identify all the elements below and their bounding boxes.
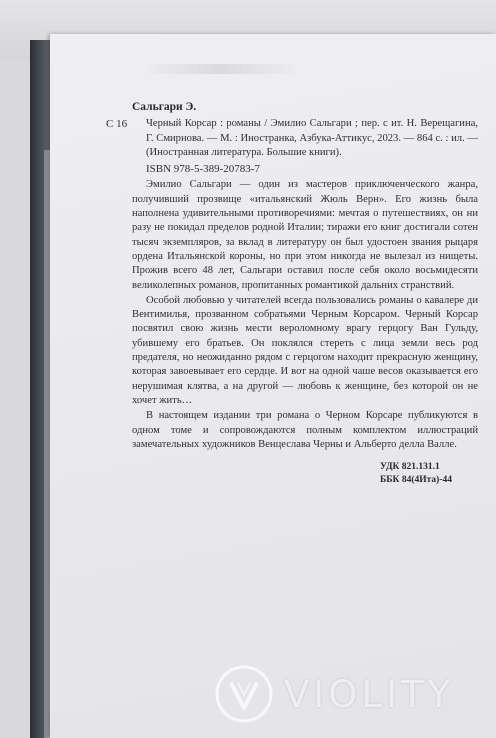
watermark bbox=[214, 664, 484, 724]
annotation-paragraph: Особой любовью у читателей всегда пользовались романы о кавалере ди Вентимилья, прозванном собратьями Черным Корсаром. Черный Корсар посвятил свою жизнь мести вероломному врагу герцогу Ван Гульду, убившему его братьев. Он поклялся стереть с лица земли весь род предателя, но неожиданно рядом с герцогом находит прекрасную женщину, которая завоевывает его сердце. И вот на одной чаше весов оказывается его нерушимая клятва, а на другой — любовь к женщине, без которой он не хочет жить… bbox=[132, 294, 478, 406]
bibliographic-entry bbox=[106, 117, 478, 160]
annotation-paragraph: В настоящем издании три романа о Черном Корсаре публикуются в одном томе и сопровождаются полным комплектом иллюстраций замечательных художников Венцеслава Черны и Альберто делла Валле. bbox=[132, 410, 478, 450]
watermark-text: VIOLITY bbox=[284, 672, 455, 716]
annotation-paragraph: Эмилио Сальгари — один из мастеров приключенческого жанра, получивший прозвище «итальянский Жюль Верн». Его жизнь была наполнена удивительными противоречиями: мечтая о путешествиях, он ни разу не покидал пределов родной Италии; тиражи его книг достигали сотен тысяч экземпляров, за вклад в литературу он был удостоен звания рыцаря ордена Итальянской короны, но при этом никогда не вылезал из нищеты. Прожив всего 48 лет, Сальгари оставил после себя около восьмидесяти великолепных романов, пропитанных романтикой дальних странствий. bbox=[132, 179, 478, 291]
udk-code: УДК 821.131.1 bbox=[380, 462, 440, 473]
catalog-card bbox=[106, 100, 478, 487]
show-through-text bbox=[140, 64, 300, 74]
violity-logo-icon bbox=[214, 664, 274, 724]
bbk-code: ББК 84(4Ита)-44 bbox=[380, 475, 452, 486]
isbn: ISBN 978-5-389-20783-7 bbox=[146, 163, 260, 176]
author-code: С 16 bbox=[106, 118, 128, 131]
author-heading: Сальгари Э. bbox=[132, 101, 197, 113]
bibliographic-description: Черный Корсар : романы / Эмилио Сальгари ; пер. с ит. Н. Верещагина, Г. Смирнова. — М. : Иностранка, Азбука-Аттикус, 2023. — 864 с. : ил. — (Иностранная литература. Большие книги). bbox=[146, 118, 478, 158]
classification bbox=[106, 461, 478, 487]
